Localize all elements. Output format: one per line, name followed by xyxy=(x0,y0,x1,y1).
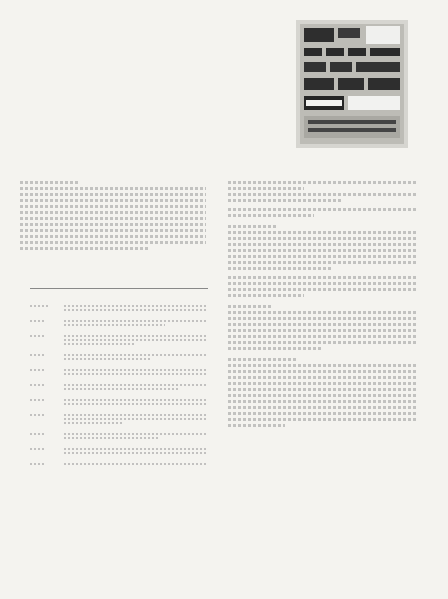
section-heading xyxy=(228,225,278,228)
left-column-text xyxy=(20,178,206,253)
right-column-text xyxy=(228,178,418,430)
section-heading xyxy=(228,305,272,308)
table-row xyxy=(30,333,208,347)
table-row xyxy=(30,318,208,328)
table-row xyxy=(30,303,208,313)
circuit-board-photo xyxy=(296,20,408,148)
section-heading xyxy=(20,181,80,184)
table-row xyxy=(30,412,208,426)
table-caption xyxy=(30,288,208,293)
table-row xyxy=(30,352,208,362)
table-row xyxy=(30,446,208,456)
table-row xyxy=(30,367,208,377)
table-row xyxy=(30,431,208,441)
section-heading xyxy=(228,358,298,361)
table-row xyxy=(30,397,208,407)
address-table xyxy=(30,288,208,472)
table-row xyxy=(30,461,208,467)
table-row xyxy=(30,382,208,392)
